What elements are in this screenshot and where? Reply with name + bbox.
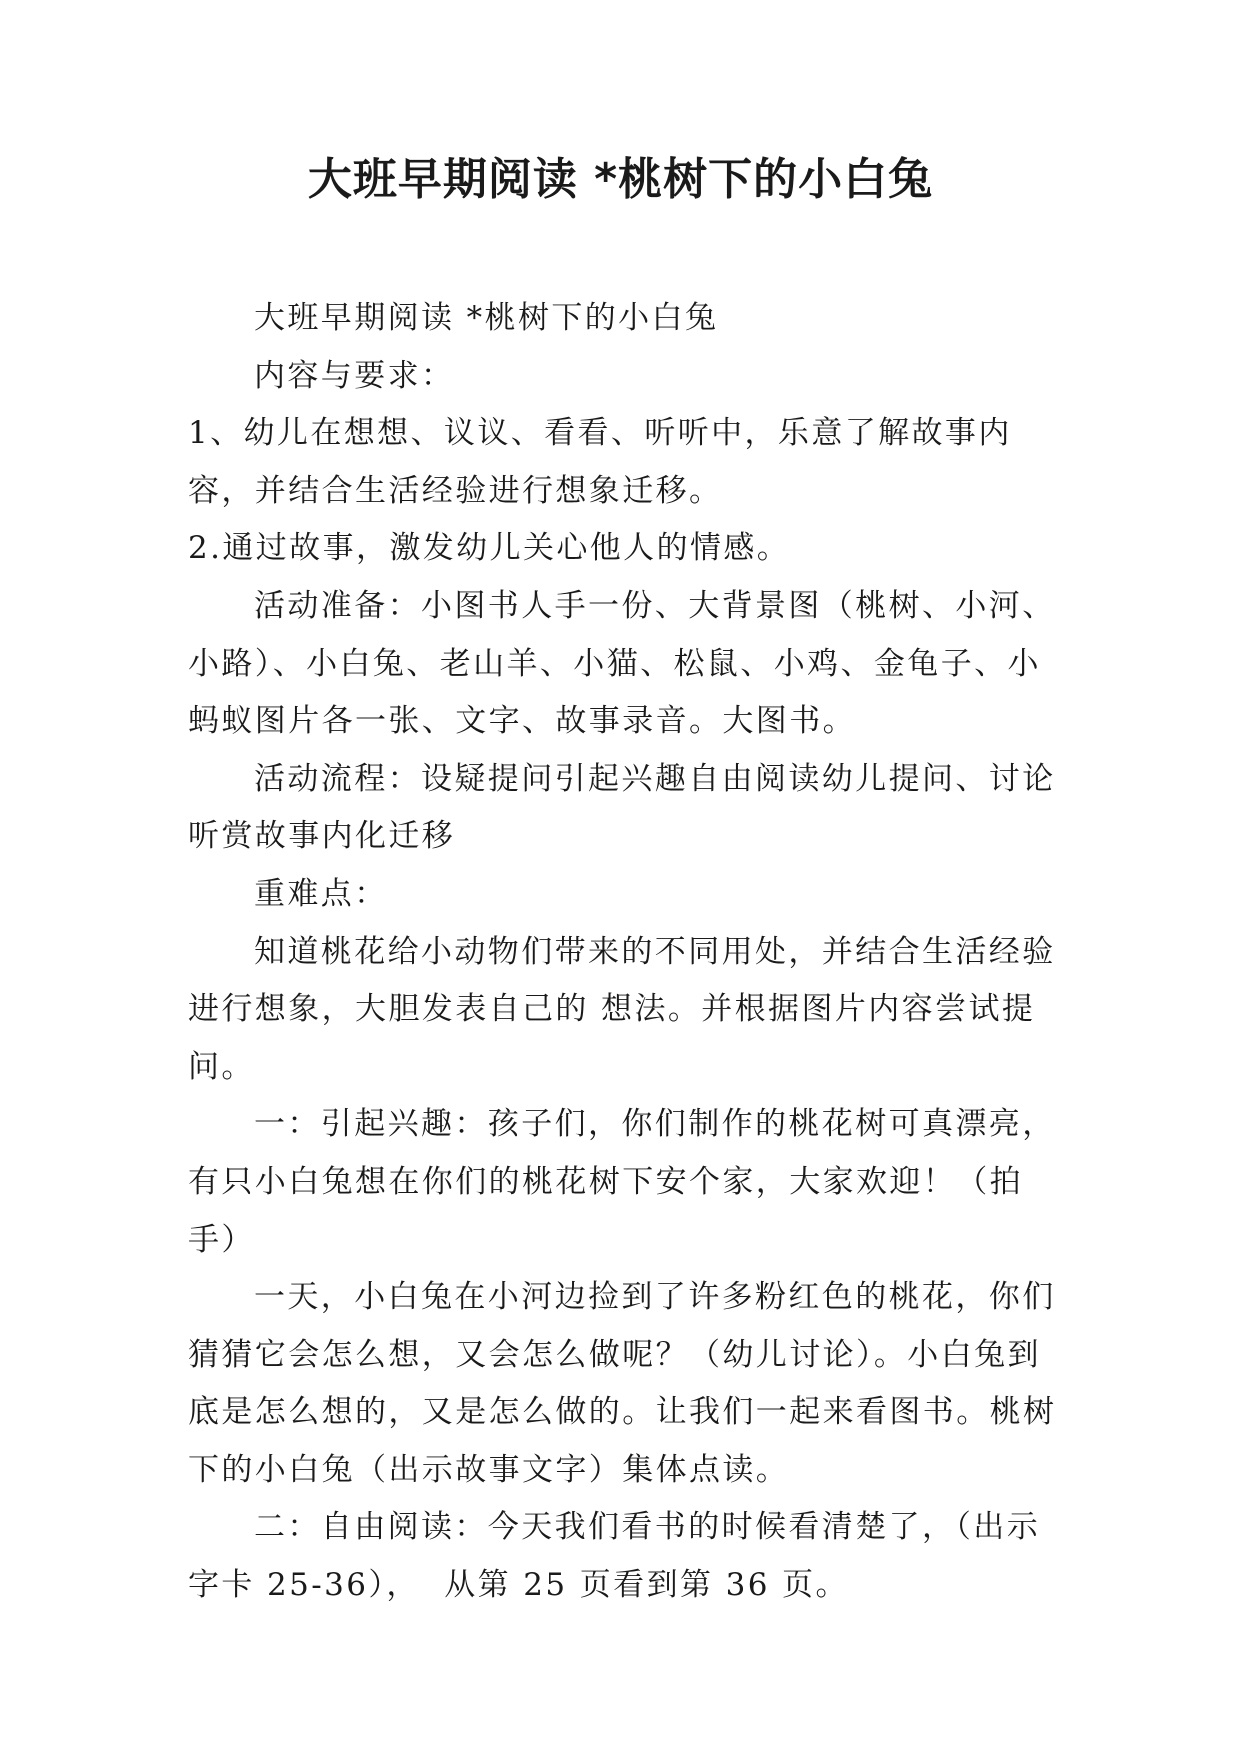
- document-title: 大班早期阅读 *桃树下的小白兔: [307, 154, 934, 205]
- body-paragraph: 1、幼儿在想想、议议、看看、听听中，乐意了解故事内容，并结合生活经验进行想象迁移。: [188, 415, 1012, 509]
- body-paragraph: 活动准备：小图书人手一份、大背景图（桃树、小河、小路）、小白兔、老山羊、小猫、松鼠、小鸡、金龟子、小蚂蚁图片各一张、文字、故事录音。大图书。: [188, 587, 1056, 740]
- body-paragraph: 一：引起兴趣：孩子们，你们制作的桃花树可真漂亮，有只小白兔想在你们的桃花树下安个家，大家欢迎！（拍手）: [188, 1106, 1056, 1258]
- body-paragraph: 重难点：: [254, 875, 388, 912]
- document-body: [188, 290, 1068, 1615]
- body-paragraph: 大班早期阅读 *桃树下的小白兔: [254, 300, 719, 336]
- body-paragraph: 2.通过故事，激发幼儿关心他人的情感。: [188, 530, 791, 567]
- body-paragraph: 活动流程：设疑提问引起兴趣自由阅读幼儿提问、讨论听赏故事内化迁移: [188, 760, 1056, 855]
- body-paragraph: 二：自由阅读：今天我们看书的时候看清楚了，（出示字卡 25-36）， 从第 25 页看到第 36 页。: [188, 1509, 1041, 1604]
- body-paragraph: 内容与要求：: [254, 357, 455, 394]
- body-paragraph: 知道桃花给小动物们带来的不同用处，并结合生活经验进行想象，大胆发表自己的 想法。并根据图片内容尝试提问。: [188, 933, 1056, 1085]
- body-paragraph: 一天，小白兔在小河边捡到了许多粉红色的桃花，你们猜猜它会怎么想，又会怎么做呢？（幼儿讨论）。小白兔到底是怎么想的，又是怎么做的。让我们一起来看图书。桃树下的小白兔（出示故事文字）集体点读。: [188, 1279, 1057, 1488]
